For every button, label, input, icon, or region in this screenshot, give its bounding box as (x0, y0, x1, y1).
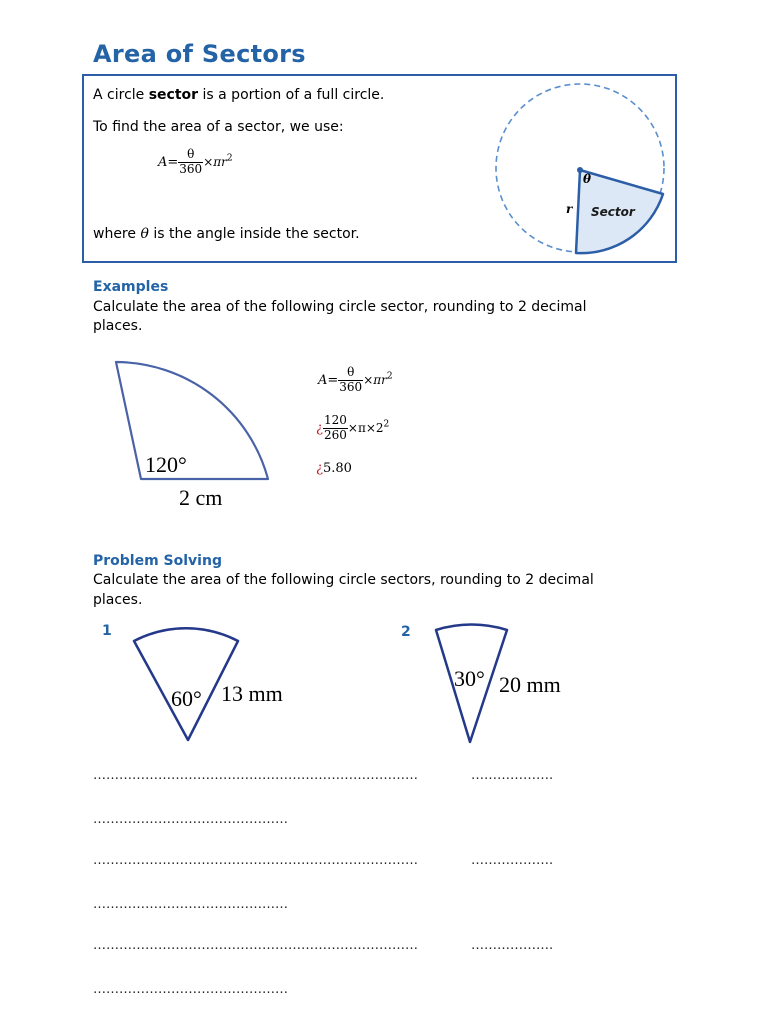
examples-instruction-2: places. (93, 318, 143, 334)
example-step-3 (316, 461, 352, 476)
answer-line-1-medium[interactable]: ……………………………………… (93, 812, 288, 827)
step1-exponent: 2 (386, 371, 393, 382)
answer-line-3-short[interactable]: ………………. (471, 938, 554, 953)
problem-2-angle-label: 30° (454, 666, 485, 691)
step1-rest: ×πr (363, 372, 387, 387)
examples-heading: Examples (93, 279, 169, 295)
formula-fraction (178, 148, 203, 177)
answer-line-3-long[interactable]: ………………………………………………………………… (93, 938, 418, 953)
example-sector-shape (116, 362, 268, 479)
page-title: Area of Sectors (93, 40, 306, 68)
intro-definition-bold: sector (148, 87, 199, 103)
step1-numerator: θ (338, 366, 363, 381)
step2-fraction (323, 414, 348, 443)
sector-diagram (488, 82, 674, 260)
problem-2-radius-label: 20 mm (499, 672, 561, 697)
formula-exponent: 2 (226, 153, 233, 164)
formula-lhs: A= (158, 154, 179, 170)
examples-instruction-1: Calculate the area of the following circle sector, rounding to 2 decimal (93, 299, 587, 315)
problem-1-sector-diagram (128, 624, 298, 746)
step2-numerator: 120 (323, 413, 347, 427)
step3-value: 5.80 (322, 461, 352, 476)
formula-numerator: θ (178, 148, 203, 163)
step1-denominator: 360 (339, 379, 363, 394)
step2-rest: ×π×2 (347, 420, 384, 435)
step3-mark: ¿ (316, 461, 323, 476)
example-step-2 (316, 414, 389, 443)
answer-line-2-long[interactable]: ………………………………………………………………… (93, 853, 418, 868)
example-radius-label: 2 cm (179, 485, 223, 510)
example-sector-diagram (110, 355, 280, 515)
diagram-sector-label: Sector (591, 205, 635, 219)
diagram-theta-label: θ (583, 172, 592, 186)
step1-lhs: A= (318, 372, 339, 388)
problem-1-angle-label: 60° (171, 686, 202, 711)
intro-definition-pre: A circle (93, 87, 149, 103)
problem-1-number: 1 (102, 623, 112, 639)
step1-fraction (338, 366, 363, 395)
intro-method: To find the area of a sector, we use: (93, 119, 344, 135)
intro-definition (93, 87, 384, 103)
problem-instruction-2: places. (93, 592, 143, 608)
problem-solving-heading: Problem Solving (93, 553, 222, 569)
formula-rest: ×πr (203, 154, 227, 169)
example-angle-label: 120° (145, 452, 187, 477)
where-post: is the angle inside the sector. (148, 226, 360, 242)
step2-exponent: 2 (383, 419, 390, 430)
intro-definition-post: is a portion of a full circle. (198, 87, 385, 103)
answer-line-1-short[interactable]: ………………. (471, 768, 554, 783)
answer-line-2-short[interactable]: ………………. (471, 853, 554, 868)
intro-where-line (93, 226, 360, 242)
answer-line-2-medium[interactable]: ……………………………………… (93, 897, 288, 912)
where-theta: θ (140, 226, 149, 242)
problem-1-radius-label: 13 mm (221, 681, 283, 706)
formula-denominator: 360 (179, 161, 203, 176)
diagram-r-label: r (566, 202, 573, 216)
where-pre: where (93, 226, 141, 242)
problem-2-sector-diagram (432, 622, 577, 748)
example-step-1 (318, 366, 393, 395)
problem-2-number: 2 (401, 624, 411, 640)
problem-instruction-1: Calculate the area of the following circle sectors, rounding to 2 decimal (93, 572, 594, 588)
step2-mark: ¿ (316, 420, 323, 436)
intro-formula (158, 148, 233, 177)
answer-line-1-long[interactable]: ………………………………………………………………… (93, 768, 418, 783)
step2-denominator: 260 (323, 427, 347, 442)
answer-line-3-medium[interactable]: ……………………………………… (93, 982, 288, 997)
